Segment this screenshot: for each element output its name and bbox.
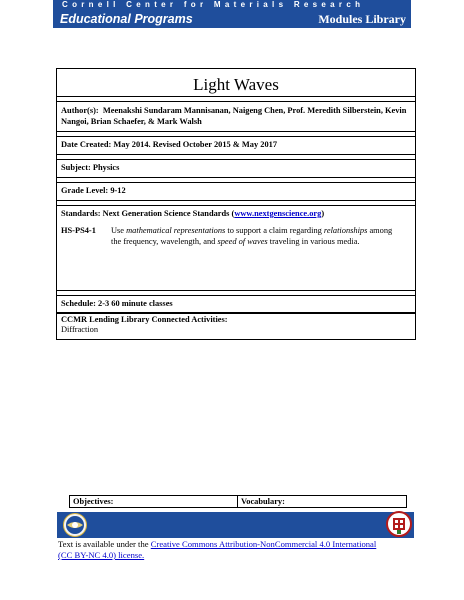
license-prefix: Text is available under the xyxy=(58,539,149,549)
ccmr-logo-icon xyxy=(386,510,412,538)
standards-link[interactable]: www.nextgenscience.org xyxy=(234,209,322,218)
footer-banner xyxy=(57,512,414,538)
ccmr-activity-item: Diffraction xyxy=(61,325,99,334)
grade-label: Grade Level: xyxy=(61,186,109,195)
standard-hs-ps4-1 xyxy=(61,225,411,247)
date-value: May 2014. Revised October 2015 & May 2017 xyxy=(113,140,278,149)
authors-row xyxy=(57,101,415,132)
grade-value: 9-12 xyxy=(110,186,126,195)
objectives-header: Objectives: xyxy=(70,496,238,507)
objectives-vocabulary-table xyxy=(69,495,407,508)
subject-row xyxy=(57,159,415,178)
banner-modules-library: Modules Library xyxy=(318,12,406,26)
banner-educational-programs: Educational Programs xyxy=(60,12,193,26)
subject-label: Subject: xyxy=(61,163,91,172)
standard-description: Use mathematical representations to support a claim regarding relationships among the frequency, wavelength, and speed of waves traveling in various media. xyxy=(111,226,393,246)
vocabulary-header: Vocabulary: xyxy=(241,497,285,506)
date-row xyxy=(57,136,415,155)
date-label: Date Created: xyxy=(61,140,112,149)
license-text xyxy=(58,539,388,561)
standards-text: Next Generation Science Standards ( xyxy=(102,209,235,218)
standard-code: HS-PS4-1 xyxy=(61,226,96,235)
subject-value: Physics xyxy=(92,163,120,172)
grade-row xyxy=(57,182,415,201)
banner-org-name: Cornell Center for Materials Research xyxy=(62,0,365,9)
ccmr-activities-row xyxy=(56,312,416,340)
authors-value: Meenakshi Sundaram Mannisanan, Naigeng Chen, Prof. Meredith Silberstein, Kevin Nangoi, Brian Schaefer, & Mark Walsh xyxy=(61,106,407,126)
license-link[interactable]: Creative Commons Attribution-NonCommercial 4.0 International (CC BY-NC 4.0) license. xyxy=(58,539,377,560)
module-info-table xyxy=(56,68,416,318)
schedule-label: Schedule: xyxy=(61,299,96,308)
schedule-value: 2-3 60 minute classes xyxy=(98,299,173,308)
nsf-logo-icon xyxy=(63,513,87,537)
authors-label: Author(s): xyxy=(61,106,99,115)
page-title: Light Waves xyxy=(57,69,415,97)
standards-row: Standards: Next Generation Science Standards (www.nextgenscience.org) HS-PS4-1 Use mathematical representations to support a claim regarding relationships among the frequency, wavelength, and speed of waves traveling in various media. xyxy=(57,205,415,291)
standards-label: Standards: xyxy=(61,209,101,218)
ccmr-label: CCMR Lending Library Connected Activities: xyxy=(61,315,228,324)
